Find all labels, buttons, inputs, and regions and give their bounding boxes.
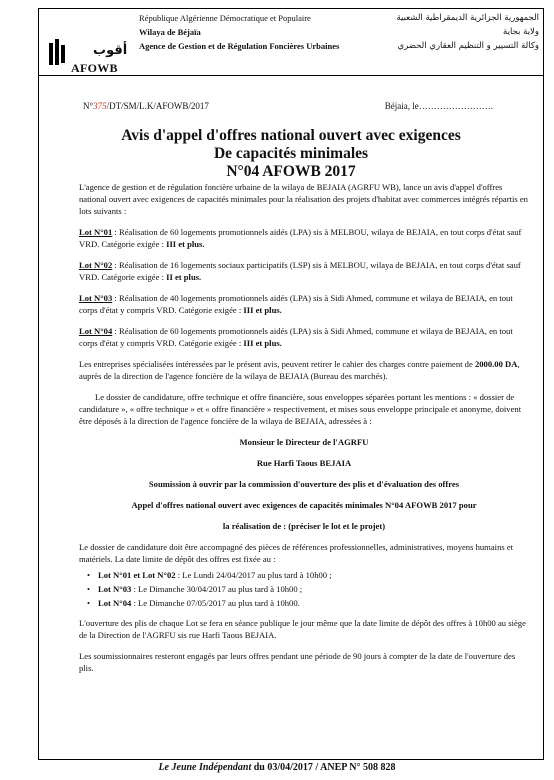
letterhead [39, 9, 543, 79]
intro-paragraph: L'agence de gestion et de régulation foncière urbaine de la wilaya de BEJAIA (AGRFU WB), lance un avis d'appel d'offres national ouvert avec exigences de capacités minimales pour la réalisation des projets d'habitat avec commerces intégrés répartis en lots suivants : [79, 182, 528, 216]
address-block: Monsieur le Directeur de l'AGRFU Rue Harfi Taous BEJAIA Soumission à ouvrir par la commission d'ouverture des plis et d'évaluation des offres Appel d'offres national ouvert avec exigences de capacités minimales N°04 AFOWB 2017 pour la réalisation de : (préciser le lot et le projet) [131, 437, 477, 531]
logo-text: AFOWB [71, 61, 118, 75]
header-ar-agency: وكالة التسيير و التنظيم العقاري الحضري [397, 41, 539, 51]
document-frame [38, 8, 544, 760]
logo-arabic: أقوب [93, 43, 128, 58]
header-french [139, 11, 339, 53]
reference-number: N°375/DT/SM/L.K/AFOWB/2017 [83, 101, 209, 111]
lot-item: Lot N°04 : Réalisation de 60 logements promotionnels aidés (LPA) sis à Sidi Ahmed, commune et wilaya de BEJAIA, en tout corps d'état y compris VRD. Catégorie exigée : III et plus. [79, 326, 513, 348]
header-wilaya: Wilaya de Béjaïa [139, 27, 201, 37]
lot-item: Lot N°02 : Réalisation de 16 logements sociaux participatifs (LSP) sis à MELBOU, wilaya de BEJAIA, en tout corps d'état sauf VRD. Catégorie exigée : II et plus. [79, 260, 521, 282]
retrait-paragraph: Les entreprises spécialisées intéressées par le présent avis, peuvent retirer le cahier des charges contre paiement de 2000.00 DA, auprès de la direction de l'agence foncière de la wilaya de BEJAIA (Bureau des marchés). [79, 359, 520, 381]
deadline-item: • Lot N°01 et Lot N°02 : Le Lundi 24/04/2017 au plus tard à 10h00 ; [87, 569, 529, 581]
header-arabic [396, 11, 539, 53]
lot-item: Lot N°01 : Réalisation de 60 logements promotionnels aidés (LPA) sis à MELBOU, wilaya de BEJAIA, en tout corps d'état sauf VRD. Catégorie exigée : III et plus. [79, 227, 522, 249]
deadline-list [87, 569, 529, 609]
header-ar-wilaya: ولاية بجاية [503, 27, 539, 37]
dossier-paragraph: Le dossier de candidature, offre technique et offre financière, sous enveloppes séparées portant les mentions : « dossier de candidature », « offre technique » et « offre financière » respectivement, et mises sous enveloppe principale et anonyme, doivent être déposés à la direction de l'agence foncière de la wilaya de BEJAIA, adressées à : [79, 392, 522, 426]
notice-title: Avis d'appel d'offres national ouvert avec exigences De capacités minimales N°04 AFOWB 2017 [121, 127, 461, 180]
deadline-item: • Lot N°04 : Le Dimanche 07/05/2017 au plus tard à 10h00. [87, 597, 529, 609]
handwritten-number: 375 [93, 101, 107, 111]
header-republic: République Algérienne Démocratique et Populaire [139, 13, 311, 23]
deadline-item: • Lot N°03 : Le Dimanche 30/04/2017 au plus tard à 10h00 ; [87, 583, 529, 595]
lot-item: Lot N°03 : Réalisation de 40 logements promotionnels aidés (LPA) sis à Sidi Ahmed, commune et wilaya de BEJAIA, en tout corps d'état y compris VRD. Catégorie exigée : III et plus. [79, 293, 513, 315]
publication-footer: Le Jeune Indépendant du 03/04/2017 / ANEP N° 508 828 [158, 762, 396, 773]
engages-paragraph: Les soumissionnaires resteront engagés par leurs offres pendant une période de 90 jours à compter de la date de l'ouverture des plis. [79, 651, 516, 673]
notice-body [79, 181, 529, 683]
header-agency: Agence de Gestion et de Régulation Foncières Urbaines [139, 41, 340, 51]
newspaper-name: Le Jeune Indépendant [158, 762, 252, 773]
header-ar-republic: الجمهورية الجزائرية الديمقراطية الشعبية [396, 13, 539, 23]
pieces-paragraph: Le dossier de candidature doit être accompagné des pièces de références professionnelles, administratives, moyens humains et matériels. La date limite de dépôt des offres est fixée au : [79, 542, 514, 564]
afowb-logo [47, 37, 137, 77]
header-divider [39, 75, 543, 76]
ouverture-paragraph: L'ouverture des plis de chaque Lot se fera en séance publique le jour même que la date limite de dépôt des offres à 10h00 au siège de la Direction de l'AGRFU sis rue Harfi Taous BEJAIA. [79, 618, 526, 640]
place-date: Béjaia, le……………………. [384, 101, 493, 111]
